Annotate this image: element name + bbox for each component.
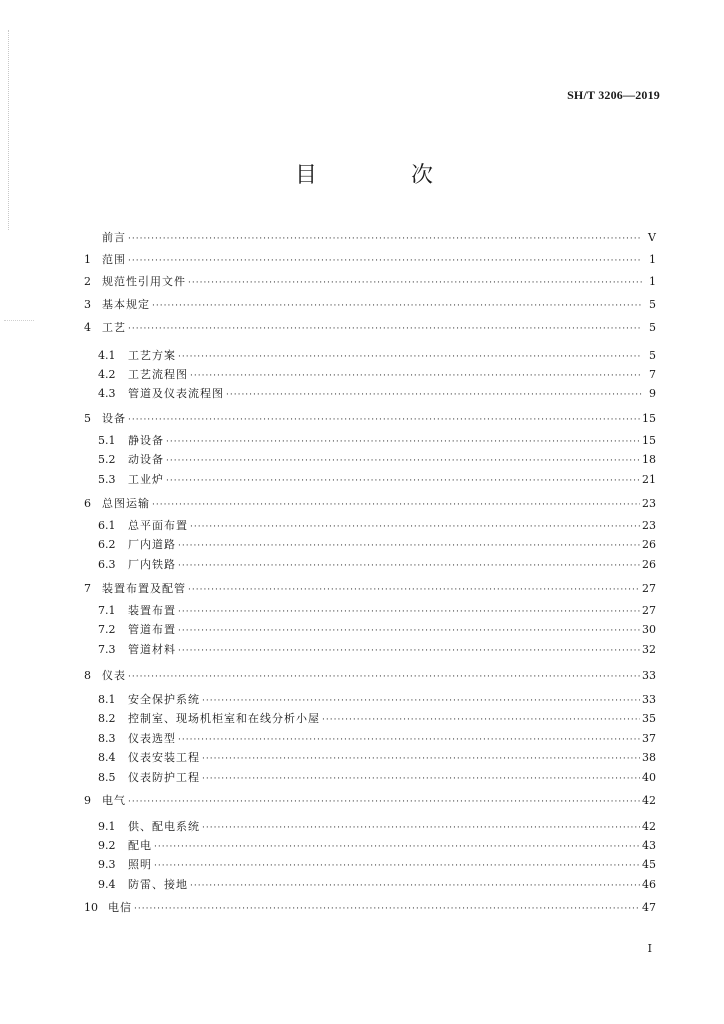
toc-dot-leader — [166, 473, 640, 489]
toc-entry-number: 6 — [84, 497, 91, 510]
toc-entry-page: 42 — [642, 820, 656, 833]
toc-entry-page: 18 — [642, 453, 656, 466]
toc-entry-number: 6.1 — [98, 519, 116, 532]
toc-entry[interactable] — [84, 900, 656, 916]
toc-entry-number: 5 — [84, 412, 91, 425]
toc-entry-label: 防雷、接地 — [128, 878, 188, 891]
toc-entry-label: 控制室、现场机柜室和在线分析小屋 — [128, 712, 320, 725]
toc-entry-label: 电气 — [102, 794, 126, 807]
toc-entry-label: 工艺流程图 — [128, 368, 188, 381]
toc-dot-leader — [188, 275, 642, 291]
toc-entry-page: 1 — [649, 275, 656, 288]
toc-dot-leader — [202, 693, 640, 709]
toc-entry-number: 8.1 — [98, 693, 116, 706]
toc-entry-page: 42 — [642, 794, 656, 807]
toc-entry-page: 5 — [649, 349, 656, 362]
toc-dot-leader — [178, 643, 640, 659]
toc-subentry[interactable] — [84, 518, 656, 534]
toc-dot-leader — [190, 368, 642, 384]
toc-entry-number: 7.3 — [98, 643, 116, 656]
toc-entry-page: 33 — [642, 669, 656, 682]
toc-entry-page: 5 — [649, 298, 656, 311]
toc-dot-leader — [226, 387, 642, 403]
toc-entry-label: 范围 — [102, 253, 126, 266]
toc-entry-label: 静设备 — [128, 434, 164, 447]
toc-entry-page: 1 — [649, 253, 656, 266]
toc-entry-number: 7.1 — [98, 604, 116, 617]
toc-entry-number: 2 — [84, 275, 91, 288]
toc-dot-leader — [178, 732, 640, 748]
toc-entry-page: 7 — [649, 368, 656, 381]
toc-dot-leader — [152, 298, 642, 314]
toc-dot-leader — [202, 751, 640, 767]
toc-entry-label: 仪表选型 — [128, 732, 176, 745]
toc-subentry[interactable] — [84, 622, 656, 638]
toc-subentry[interactable] — [84, 367, 656, 383]
toc-dot-leader — [128, 794, 640, 810]
toc-entry-page: 46 — [642, 878, 656, 891]
toc-subentry[interactable] — [84, 770, 656, 786]
toc-entry-label: 厂内道路 — [128, 538, 176, 551]
toc-entry-number: 5.3 — [98, 473, 116, 486]
toc-subentry[interactable] — [84, 557, 656, 573]
standard-code: SH/T 3206—2019 — [567, 88, 660, 102]
toc-entry-label: 设备 — [102, 412, 126, 425]
toc-entry-number: 9 — [84, 794, 91, 807]
toc-subentry[interactable] — [84, 692, 656, 708]
toc-entry-label: 工艺方案 — [128, 349, 176, 362]
toc-dot-leader — [202, 820, 640, 836]
toc-subentry[interactable] — [84, 711, 656, 727]
toc-dot-leader — [178, 604, 640, 620]
toc-entry[interactable] — [84, 581, 656, 597]
toc-dot-leader — [128, 412, 640, 428]
toc-entry-page: 23 — [642, 497, 656, 510]
toc-entry-label: 装置布置 — [128, 604, 176, 617]
toc-entry-label: 动设备 — [128, 453, 164, 466]
toc-subentry[interactable] — [84, 642, 656, 658]
toc-entry-page: V — [648, 231, 656, 244]
toc-entry-number: 7.2 — [98, 623, 116, 636]
toc-dot-leader — [134, 901, 640, 917]
scan-margin-marks — [4, 320, 34, 322]
toc-entry-page: 45 — [642, 858, 656, 871]
toc-entry-label: 装置布置及配管 — [102, 582, 186, 595]
toc-entry-label: 管道及仪表流程图 — [128, 387, 224, 400]
toc-entry-label: 厂内铁路 — [128, 558, 176, 571]
toc-subentry[interactable] — [84, 537, 656, 553]
toc-dot-leader — [178, 538, 640, 554]
toc-entry-page: 27 — [642, 604, 656, 617]
toc-subentry[interactable] — [84, 750, 656, 766]
toc-entry-label: 工业炉 — [128, 473, 164, 486]
scan-margin-marks — [8, 30, 13, 230]
toc-entry-number: 8.4 — [98, 751, 116, 764]
toc-dot-leader — [190, 519, 640, 535]
toc-entry-label: 工艺 — [102, 321, 126, 334]
toc-entry-label: 基本规定 — [102, 298, 150, 311]
toc-entry-page: 30 — [642, 623, 656, 636]
toc-entry-page: 5 — [649, 321, 656, 334]
toc-subentry[interactable] — [84, 386, 656, 402]
toc-subentry[interactable] — [84, 731, 656, 747]
toc-entry-label: 仪表防护工程 — [128, 771, 200, 784]
toc-entry-page: 26 — [642, 538, 656, 551]
toc-entry-page: 47 — [642, 901, 656, 914]
toc-entry[interactable] — [84, 297, 656, 313]
toc-dot-leader — [128, 321, 642, 337]
toc-entry[interactable] — [84, 668, 656, 684]
toc-entry-number: 1 — [84, 253, 91, 266]
toc-entry-label: 管道布置 — [128, 623, 176, 636]
toc-subentry[interactable] — [84, 877, 656, 893]
toc-entry-number: 7 — [84, 582, 91, 595]
toc-entry-page: 43 — [642, 839, 656, 852]
toc-entry[interactable] — [84, 320, 656, 336]
toc-entry-label: 照明 — [128, 858, 152, 871]
toc-entry-number: 5.2 — [98, 453, 116, 466]
toc-entry-number: 6.2 — [98, 538, 116, 551]
toc-entry-number: 8.3 — [98, 732, 116, 745]
toc-entry-label: 安全保护系统 — [128, 693, 200, 706]
toc-dot-leader — [128, 231, 642, 247]
toc-dot-leader — [166, 434, 640, 450]
toc-entry[interactable] — [84, 496, 656, 512]
toc-entry-page: 37 — [642, 732, 656, 745]
toc-entry-number: 9.4 — [98, 878, 116, 891]
toc-entry-label: 前言 — [102, 231, 126, 244]
toc-entry-number: 6.3 — [98, 558, 116, 571]
toc-entry-number: 5.1 — [98, 434, 116, 447]
toc-entry-label: 总图运输 — [102, 497, 150, 510]
toc-dot-leader — [166, 453, 640, 469]
toc-dot-leader — [178, 623, 640, 639]
toc-entry-number: 9.3 — [98, 858, 116, 871]
toc-subentry[interactable] — [84, 857, 656, 873]
toc-entry-page: 21 — [642, 473, 656, 486]
toc-entry-number: 10 — [84, 901, 98, 914]
toc-entry-page: 27 — [642, 582, 656, 595]
toc-entry[interactable] — [84, 230, 656, 246]
toc-entry-label: 仪表安装工程 — [128, 751, 200, 764]
toc-entry-number: 3 — [84, 298, 91, 311]
toc-entry-page: 9 — [649, 387, 656, 400]
toc-entry-label: 供、配电系统 — [128, 820, 200, 833]
toc-entry-page: 15 — [642, 434, 656, 447]
toc-entry-number: 8.5 — [98, 771, 116, 784]
toc-entry[interactable] — [84, 252, 656, 268]
toc-entry-page: 26 — [642, 558, 656, 571]
toc-subentry[interactable] — [84, 433, 656, 449]
toc-entry-page: 32 — [642, 643, 656, 656]
toc-entry-label: 规范性引用文件 — [102, 275, 186, 288]
toc-dot-leader — [154, 839, 640, 855]
toc-dot-leader — [178, 349, 642, 365]
toc-subentry[interactable] — [84, 472, 656, 488]
toc-entry-number: 9.1 — [98, 820, 116, 833]
toc-entry-number: 8.2 — [98, 712, 116, 725]
toc-entry-label: 管道材料 — [128, 643, 176, 656]
toc-entry-label: 总平面布置 — [128, 519, 188, 532]
toc-entry-number: 8 — [84, 669, 91, 682]
toc-dot-leader — [190, 878, 640, 894]
toc-entry-page: 33 — [642, 693, 656, 706]
toc-entry-label: 仪表 — [102, 669, 126, 682]
toc-dot-leader — [188, 582, 640, 598]
toc-entry[interactable] — [84, 793, 656, 809]
page-title: 目 次 — [294, 163, 469, 188]
toc-dot-leader — [152, 497, 640, 513]
toc-entry-page: 15 — [642, 412, 656, 425]
toc-dot-leader — [202, 771, 640, 787]
toc-dot-leader — [178, 558, 640, 574]
toc-entry-number: 4.1 — [98, 349, 116, 362]
toc-entry-number: 4 — [84, 321, 91, 334]
toc-subentry[interactable] — [84, 348, 656, 364]
toc-entry-label: 配电 — [128, 839, 152, 852]
toc-entry-label: 电信 — [108, 901, 132, 914]
toc-subentry[interactable] — [84, 838, 656, 854]
toc-entry-number: 4.2 — [98, 368, 116, 381]
toc-dot-leader — [128, 669, 640, 685]
toc-entry-page: 40 — [642, 771, 656, 784]
toc-entry-page: 35 — [642, 712, 656, 725]
toc-entry[interactable] — [84, 411, 656, 427]
toc-subentry[interactable] — [84, 819, 656, 835]
toc-dot-leader — [128, 253, 642, 269]
toc-entry-number: 9.2 — [98, 839, 116, 852]
toc-entry[interactable] — [84, 274, 656, 290]
toc-subentry[interactable] — [84, 603, 656, 619]
toc-entry-page: 38 — [642, 751, 656, 764]
toc-entry-page: 23 — [642, 519, 656, 532]
toc-dot-leader — [154, 858, 640, 874]
toc-entry-number: 4.3 — [98, 387, 116, 400]
toc-dot-leader — [322, 712, 640, 728]
page-number: I — [647, 942, 652, 955]
toc-subentry[interactable] — [84, 452, 656, 468]
